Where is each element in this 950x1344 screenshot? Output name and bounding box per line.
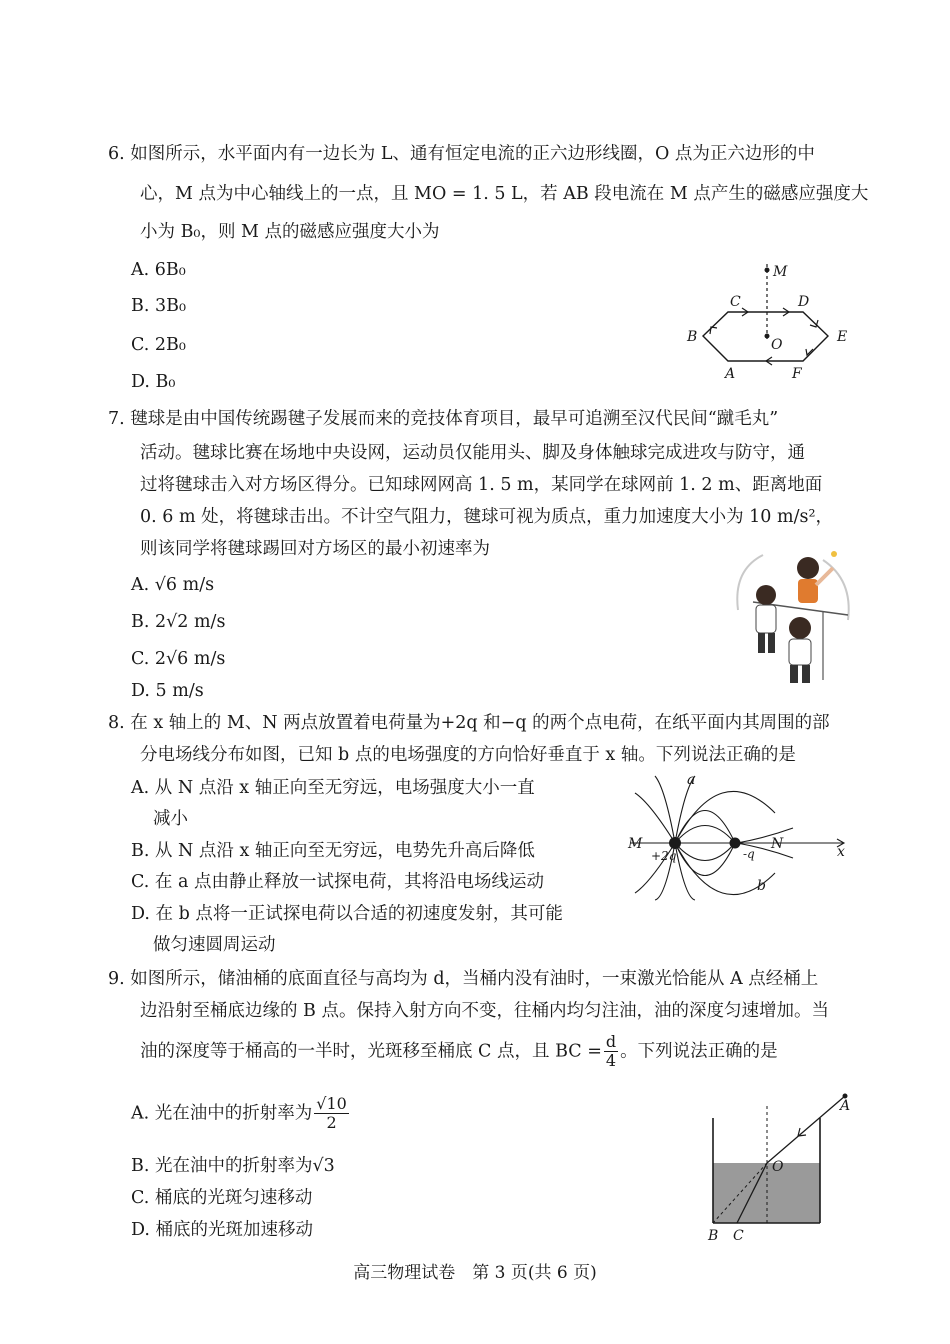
page-footer: 高三物理试卷 第 3 页(共 6 页) (353, 1263, 597, 1283)
q6-line-3: 小为 B₀，则 M 点的磁感应强度大小为 (140, 222, 440, 242)
label-b: B (708, 1228, 719, 1244)
player-1-body (798, 579, 818, 603)
shuttlecock (831, 551, 837, 557)
q8-option-b: B. 从 N 点沿 x 轴正向至无穷远，电势先升高后降低 (131, 841, 535, 861)
q7-option-a: A. √6 m/s (131, 575, 215, 595)
incident-ray (767, 1096, 845, 1163)
fraction-ri-den: 2 (326, 1113, 337, 1133)
q9-line-1: 9. 如图所示，储油桶的底面直径与高均为 d，当桶内没有油时，一束激光恰能从 A 点经桶上 (108, 969, 819, 989)
label-a: a (687, 772, 696, 788)
label-plus-2q: +2q (651, 849, 677, 863)
fraction-bc-den: 4 (605, 1051, 617, 1071)
point-o (765, 334, 770, 339)
electric-field-lines-figure (625, 768, 850, 903)
player-1-head (797, 557, 819, 579)
label-o: O (772, 1159, 784, 1175)
label-c: C (733, 1228, 744, 1244)
oil-bucket-figure (700, 1088, 860, 1248)
q8-line-1: 8. 在 x 轴上的 M、N 两点放置着电荷量为+2q 和−q 的两个点电荷，在纸平面内其周围的部 (108, 713, 830, 733)
q8-option-d-cont: 做匀速圆周运动 (153, 935, 276, 955)
label-n: N (771, 836, 784, 852)
fraction-refractive-index (314, 1095, 349, 1133)
player-3-head (789, 617, 811, 639)
player-2-head (756, 585, 776, 605)
q9-option-c: C. 桶底的光斑匀速移动 (131, 1188, 313, 1208)
label-o: O (771, 337, 783, 353)
q7-line-1: 7. 毽球是由中国传统踢毽子发展而来的竞技体育项目，最早可追溯至汉代民间“蹴毛丸” (108, 409, 779, 429)
label-a: A (840, 1098, 851, 1114)
q6-line-2: 心，M 点为中心轴线上的一点，且 MO = 1. 5 L，若 AB 段电流在 M 点产生的磁感应强度大 (140, 184, 869, 204)
q9-line-3-text: 油的深度等于桶高的一半时，光斑移至桶底 C 点，且 BC = (140, 1041, 602, 1062)
q9-option-a-text: A. 光在油中的折射率为 (131, 1103, 313, 1124)
label-minus-q: -q (743, 847, 755, 861)
q6-option-c: C. 2B₀ (131, 335, 186, 355)
q9-line-3 (140, 1033, 778, 1071)
q6-option-d: D. B₀ (131, 372, 176, 392)
q7-option-d: D. 5 m/s (131, 681, 204, 701)
shuttlecock-players-illustration (728, 540, 858, 690)
q7-line-2: 活动。毽球比赛在场地中央设网，运动员仅能用头、脚及身体触球完成进攻与防守，通 (140, 443, 805, 463)
charge-plus-2q (669, 837, 681, 849)
label-m: M (628, 836, 643, 852)
q9-line-3-end: 。下列说法正确的是 (620, 1041, 778, 1062)
point-m (765, 268, 770, 273)
label-b: B (687, 329, 698, 345)
q9-option-b: B. 光在油中的折射率为√3 (131, 1156, 335, 1176)
player-2-body (756, 605, 776, 633)
label-e: E (837, 329, 848, 345)
q6-option-a: A. 6B₀ (131, 260, 186, 280)
q8-option-a-cont: 减小 (153, 809, 188, 829)
label-f: F (792, 366, 802, 382)
q7-line-4: 0. 6 m 处，将毽球击出。不计空气阻力，毽球可视为质点，重力加速度大小为 10 m/s²， (140, 507, 833, 527)
label-a: A (725, 366, 736, 382)
q9-option-d: D. 桶底的光斑加速移动 (131, 1220, 314, 1240)
q8-option-c: C. 在 a 点由静止释放一试探电荷，其将沿电场线运动 (131, 872, 544, 892)
q9-line-2: 边沿射至桶底边缘的 B 点。保持入射方向不变，往桶内均匀注油，油的深度匀速增加。当 (140, 1001, 829, 1021)
hexagon-coil-figure (680, 260, 860, 385)
q9-option-a (131, 1095, 351, 1133)
q6-line-1: 6. 如图所示，水平面内有一边长为 L、通有恒定电流的正六边形线圈，O 点为正六边形的中 (108, 144, 815, 164)
player-3-body (789, 639, 811, 665)
q8-line-2: 分电场线分布如图，已知 b 点的电场强度的方向恰好垂直于 x 轴。下列说法正确的是 (140, 745, 796, 765)
q8-option-a: A. 从 N 点沿 x 轴正向至无穷远，电场强度大小一直 (131, 778, 535, 798)
q7-option-c: C. 2√6 m/s (131, 649, 226, 669)
q6-option-b: B. 3B₀ (131, 296, 186, 316)
label-m: M (773, 264, 788, 280)
fraction-bc-num: d (605, 1032, 617, 1051)
q7-option-b: B. 2√2 m/s (131, 612, 226, 632)
fraction-bc (604, 1033, 618, 1071)
charge-minus-q (730, 838, 741, 849)
fraction-ri-num: √10 (316, 1094, 347, 1113)
q7-line-3: 过将毽球击入对方场区得分。已知球网网高 1. 5 m，某同学在球网前 1. 2 m、距离地面 (140, 475, 823, 495)
label-d: D (798, 294, 810, 310)
q8-option-d: D. 在 b 点将一正试探电荷以合适的初速度发射，其可能 (131, 904, 563, 924)
label-c: C (730, 294, 741, 310)
label-x: x (837, 844, 845, 860)
q7-line-5: 则该同学将毽球踢回对方场区的最小初速率为 (140, 539, 490, 559)
label-b: b (757, 878, 766, 894)
